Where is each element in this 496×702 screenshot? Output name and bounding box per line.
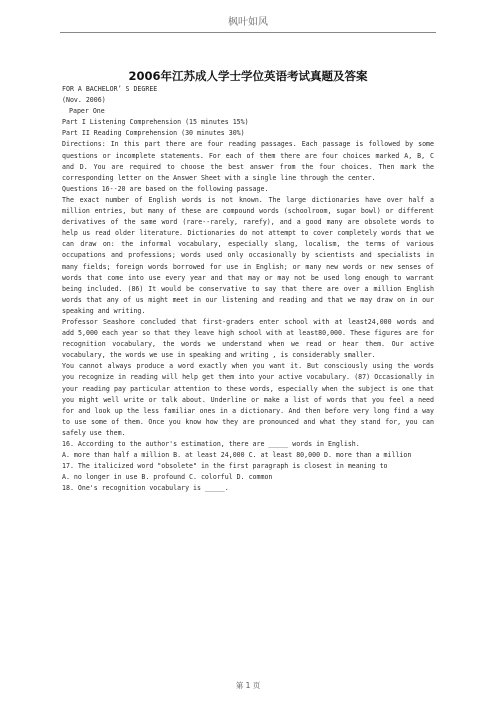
passage-paragraph-3: You cannot always produce a word exactly when you want it. But consciously using the words you recognize in reading will help get them into your active vocabulary. (87) Occasionally in your reading pay particular attention to these words, especially when the subject is one that you might well write or talk about. Underline or make a list of words that you feel a need for and look up the less familiar ones in a dictionary. And then before very long find a way to use some of them. Once you know how they are pronounced and what they stand for, you can safely use them.: [62, 362, 434, 437]
passage-paragraph-1: The exact number of English words is not known. The large dictionaries have over half a million entries, but many of these are compound words (schoolroom, sugar bowl) or different derivatives of the same word (rare--rarely, rarefy), and a good many are obsolete words to help us read older literature. Dictionaries do not attempt to cover completely words that we can draw on: the informal vocabulary, especially slang, localism, the terms of various occupations and professions; words used only occasionally by scientists and specialists in many fields; foreign words borrowed for use in English; or many new words or new senses of words that come into use every year and that may or may not be used long enough to warrant being included. (86) It would be conservative to say that there are over a million English words that any of us might meet in our listening and reading and that we may draw on in our speaking and writing.: [62, 195, 434, 315]
question-18: 18. One's recognition vocabulary is _____.: [62, 484, 229, 493]
question-16: 16. According to the author's estimation, there are _____ words in English.: [62, 440, 360, 448]
question-17: 17. The italicized word "obsolete" in the first paragraph is closest in meaning to: [62, 462, 388, 471]
page-footer: 第 1 页: [235, 681, 261, 690]
question-17-options: A. no longer in use B. profound C. colorful D. common: [62, 473, 273, 482]
header-divider: [60, 32, 436, 33]
directions-paragraph: Directions: In this part there are four reading passages. Each passage is followed by some questions or incomplete statements. For each of them there are four choices marked A, B, C and D. You are required to choose the best answer from the four choices. Then mark the corresponding letter on the Answer Sheet with a single line through the center.: [62, 140, 434, 182]
part-1-heading: Part I Listening Comprehension (15 minutes 15%): [62, 118, 249, 127]
page-header: 枫叶如风: [228, 17, 268, 28]
document-title: 2006年江苏成人学士学位英语考试真题及答案: [128, 69, 368, 83]
questions-intro: Questions 16--20 are based on the following passage.: [62, 184, 269, 193]
meta-line-2: (Nov. 2006): [62, 96, 106, 105]
meta-line-3: Paper One: [69, 107, 105, 116]
passage-paragraph-2: Professor Seashore concluded that first-graders enter school with at least24,000 words and add 5,000 each year so that they leave high school with at least80,000. These figures are for recognition vocabulary, the words we understand when we read or hear them. Our active vocabulary, the words we use in speaking and writing , is considerably smaller.: [62, 317, 434, 360]
part-2-heading: Part II Reading Comprehension (30 minutes 30%): [62, 129, 245, 138]
document-body: [62, 84, 434, 494]
question-16-options: A. more than half a million B. at least 24,000 C. at least 80,000 D. more than a million: [62, 451, 412, 460]
meta-line-1: FOR A BACHELOR’ S DEGREE: [62, 85, 158, 93]
